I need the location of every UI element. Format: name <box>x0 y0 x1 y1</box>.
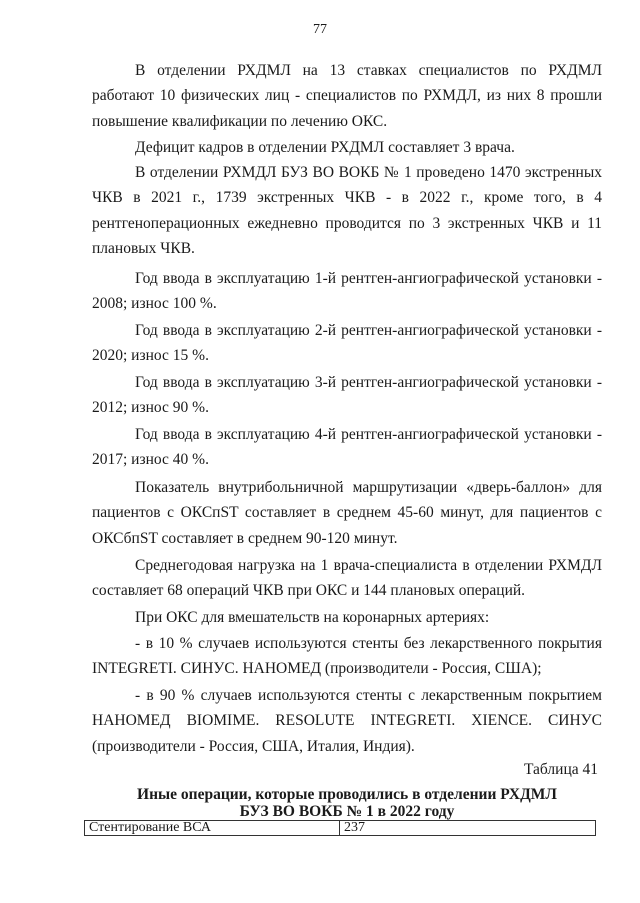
table-cell-operation: Стентирование ВСА <box>85 821 340 836</box>
paragraph-pci-count: В отделении РХМДЛ БУЗ ВО ВОКБ № 1 проведено 1470 экстренных ЧКВ в 2021 г., 1739 экстренных ЧКВ - в 2022 г., кроме того, в 4 рентгеноперационных ежедневно проводится по 3 экстренных ЧКВ и 11 плановых ЧКВ. <box>92 164 602 258</box>
page-number: 77 <box>313 22 327 37</box>
paragraph-unit-2: Год ввода в эксплуатацию 2-й рентген-ангиографической установки - 2020; износ 15 %. <box>92 322 602 365</box>
paragraph-drug-stents: - в 90 % случаев используются стенты с лекарственным покрытием НАНОМЕД BIOMIME. RESOLUTE INTEGRETI. XIENCE. СИНУС (производители - Россия, США, Италия, Индия). <box>92 687 602 755</box>
paragraph-unit-4: Год ввода в эксплуатацию 4-й рентген-ангиографической установки - 2017; износ 40 %. <box>92 426 602 469</box>
paragraph-unit-1: Год ввода в эксплуатацию 1-й рентген-ангиографической установки - 2008; износ 100 %. <box>92 270 602 313</box>
table-label: Таблица 41 <box>523 761 598 778</box>
paragraph-bare-stents: - в 10 % случаев используются стенты без лекарственного покрытия INTEGRETI. СИНУС. НАНОМЕД (производители - Россия, США); <box>92 635 602 678</box>
paragraph-deficit: Дефицит кадров в отделении РХДМЛ составляет 3 врача. <box>135 139 515 156</box>
table-title <box>92 786 602 820</box>
paragraph-unit-3: Год ввода в эксплуатацию 3-й рентген-ангиографической установки - 2012; износ 90 %. <box>92 374 602 417</box>
operations-table <box>84 820 596 836</box>
table-row <box>85 821 596 836</box>
table-title-line-1: Иные операции, которые проводились в отделении РХДМЛ <box>137 786 557 803</box>
table-title-line-2: БУЗ ВО ВОКБ № 1 в 2022 году <box>239 803 455 820</box>
table-cell-count: 237 <box>340 821 596 836</box>
paragraph-door-balloon: Показатель внутрибольничной маршрутизации «дверь-баллон» для пациентов с ОКСпST составляет в среднем 45-60 минут, для пациентов с ОКСбпST составляет в среднем 90-120 минут. <box>92 479 602 547</box>
paragraph-workload: Среднегодовая нагрузка на 1 врача-специалиста в отделении РХМДЛ составляет 68 операций ЧКВ при ОКС и 144 плановых операций. <box>92 557 602 600</box>
paragraph-acs-intro: При ОКС для вмешательств на коронарных артериях: <box>135 609 490 626</box>
paragraph-staff: В отделении РХДМЛ на 13 ставках специалистов по РХДМЛ работают 10 физических лиц - специалистов по РХМДЛ, из них 8 прошли повышение квалификации по лечению ОКС. <box>92 62 602 130</box>
